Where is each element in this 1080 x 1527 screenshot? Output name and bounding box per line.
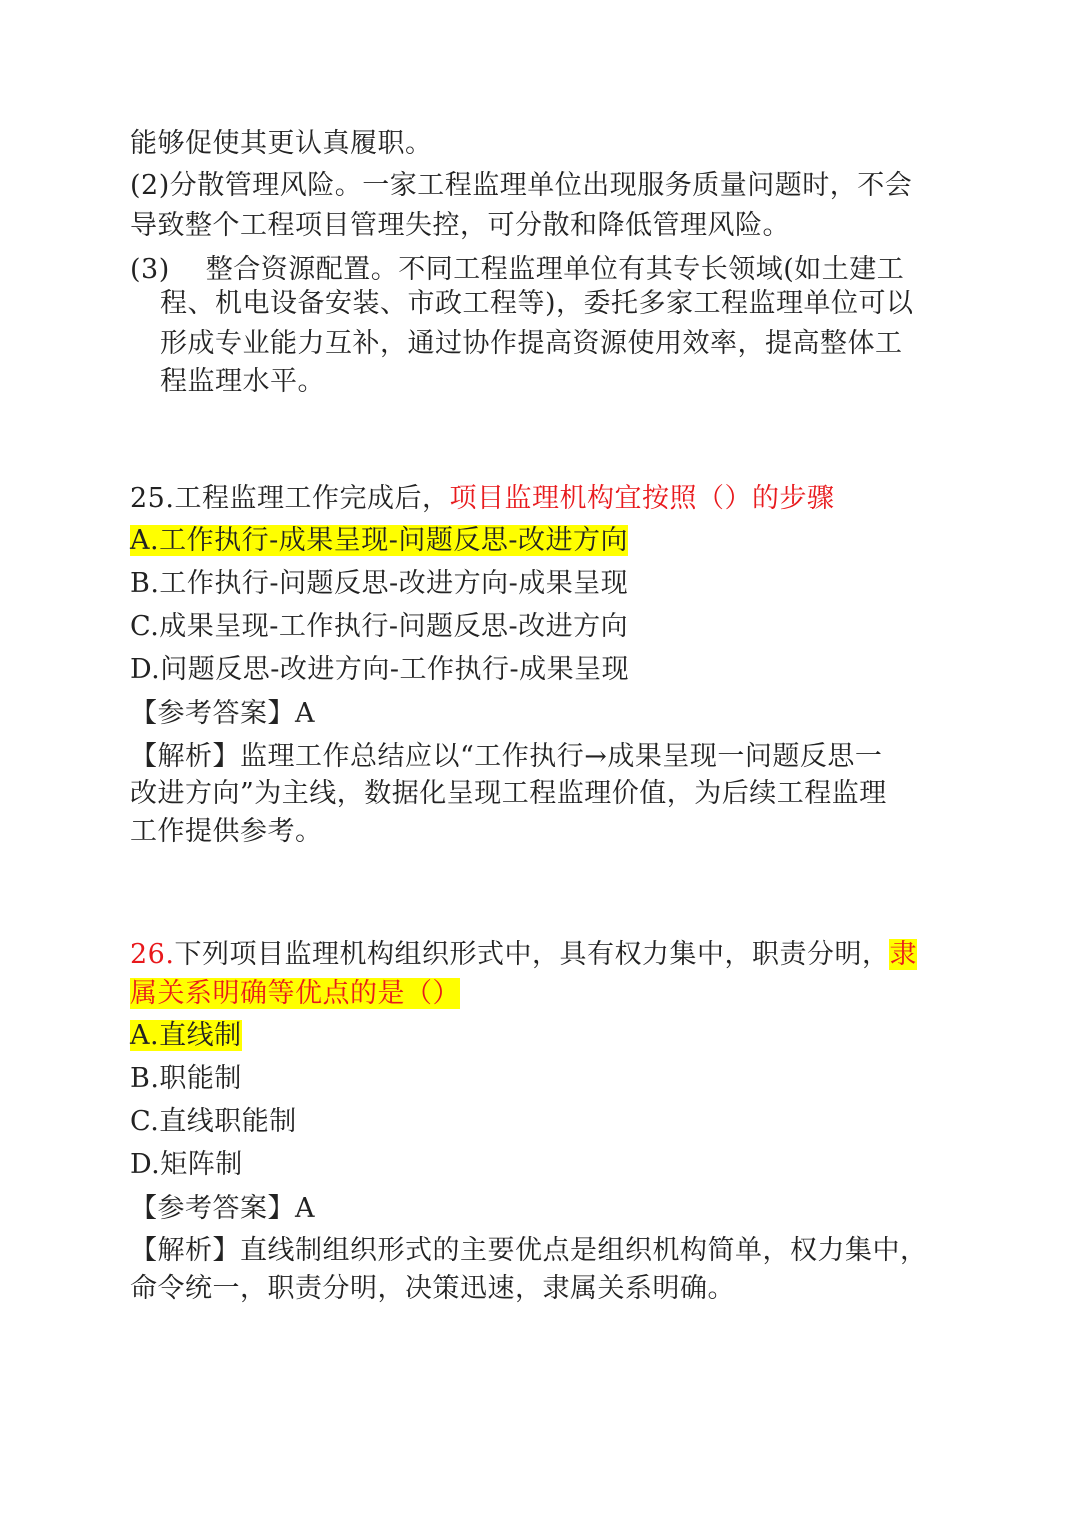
- question-25-option-b: B.工作执行-问题反思-改进方向-成果呈现: [130, 568, 629, 599]
- question-25-analysis-line: 工作提供参考。: [130, 816, 323, 847]
- question-26-stem-continued: [130, 974, 460, 1014]
- question-25-answer: 【参考答案】A: [130, 698, 315, 729]
- question-25-option-d: D.问题反思-改进方向-工作执行-成果呈现: [130, 654, 630, 685]
- intro-point-3-line: 程、机电设备安装、市政工程等)，委托多家工程监理单位可以: [160, 288, 914, 319]
- intro-point-3-line: 程监理水平。: [160, 366, 325, 397]
- intro-line: 能够促使其更认真履职。: [130, 128, 433, 159]
- intro-point-2-line: (2)分散管理风险。一家工程监理单位出现服务质量问题时，不会: [130, 170, 913, 201]
- point-number: (3): [130, 254, 170, 285]
- question-26-answer: 【参考答案】A: [130, 1193, 315, 1224]
- question-26-analysis-line: 【解析】直线制组织形式的主要优点是组织机构简单，权力集中，: [130, 1235, 928, 1266]
- point-text: 整合资源配置。不同工程监理单位有其专长领域(如土建工: [205, 254, 905, 285]
- question-25-analysis-line: 改进方向”为主线，数据化呈现工程监理价值，为后续工程监理: [130, 778, 887, 809]
- question-25-option-a: [130, 521, 628, 561]
- intro-point-2-line: 导致整个工程项目管理失控，可分散和降低管理风险。: [130, 210, 790, 241]
- stem-emphasis: 隶: [889, 939, 917, 970]
- question-26-option-c: C.直线职能制: [130, 1106, 297, 1137]
- question-26-stem: [130, 935, 917, 975]
- correct-option-highlight: A.工作执行-成果呈现-问题反思-改进方向: [130, 525, 628, 556]
- question-26-option-d: D.矩阵制: [130, 1149, 243, 1180]
- question-25-stem: [130, 479, 834, 519]
- question-26-option-a: [130, 1016, 242, 1056]
- stem-text: 下列项目监理机构组织形式中，具有权力集中，职责分明，: [174, 939, 890, 970]
- question-25-analysis-line: 【解析】监理工作总结应以“工作执行→成果呈现一问题反思一: [130, 741, 883, 772]
- stem-emphasis: 属关系明确等优点的是（）: [130, 978, 460, 1009]
- stem-emphasis: 项目监理机构宜按照（）的步骤: [449, 483, 835, 514]
- question-26-option-b: B.职能制: [130, 1063, 242, 1094]
- intro-point-3-line: 形成专业能力互补，通过协作提高资源使用效率，提高整体工: [160, 328, 903, 359]
- correct-option-highlight: A.直线制: [130, 1020, 242, 1051]
- question-number: 26.: [130, 939, 175, 970]
- question-25-option-c: C.成果呈现-工作执行-问题反思-改进方向: [130, 611, 629, 642]
- question-26-analysis-line: 命令统一，职责分明，决策迅速，隶属关系明确。: [130, 1273, 735, 1304]
- stem-text: 25.工程监理工作完成后，: [130, 483, 450, 514]
